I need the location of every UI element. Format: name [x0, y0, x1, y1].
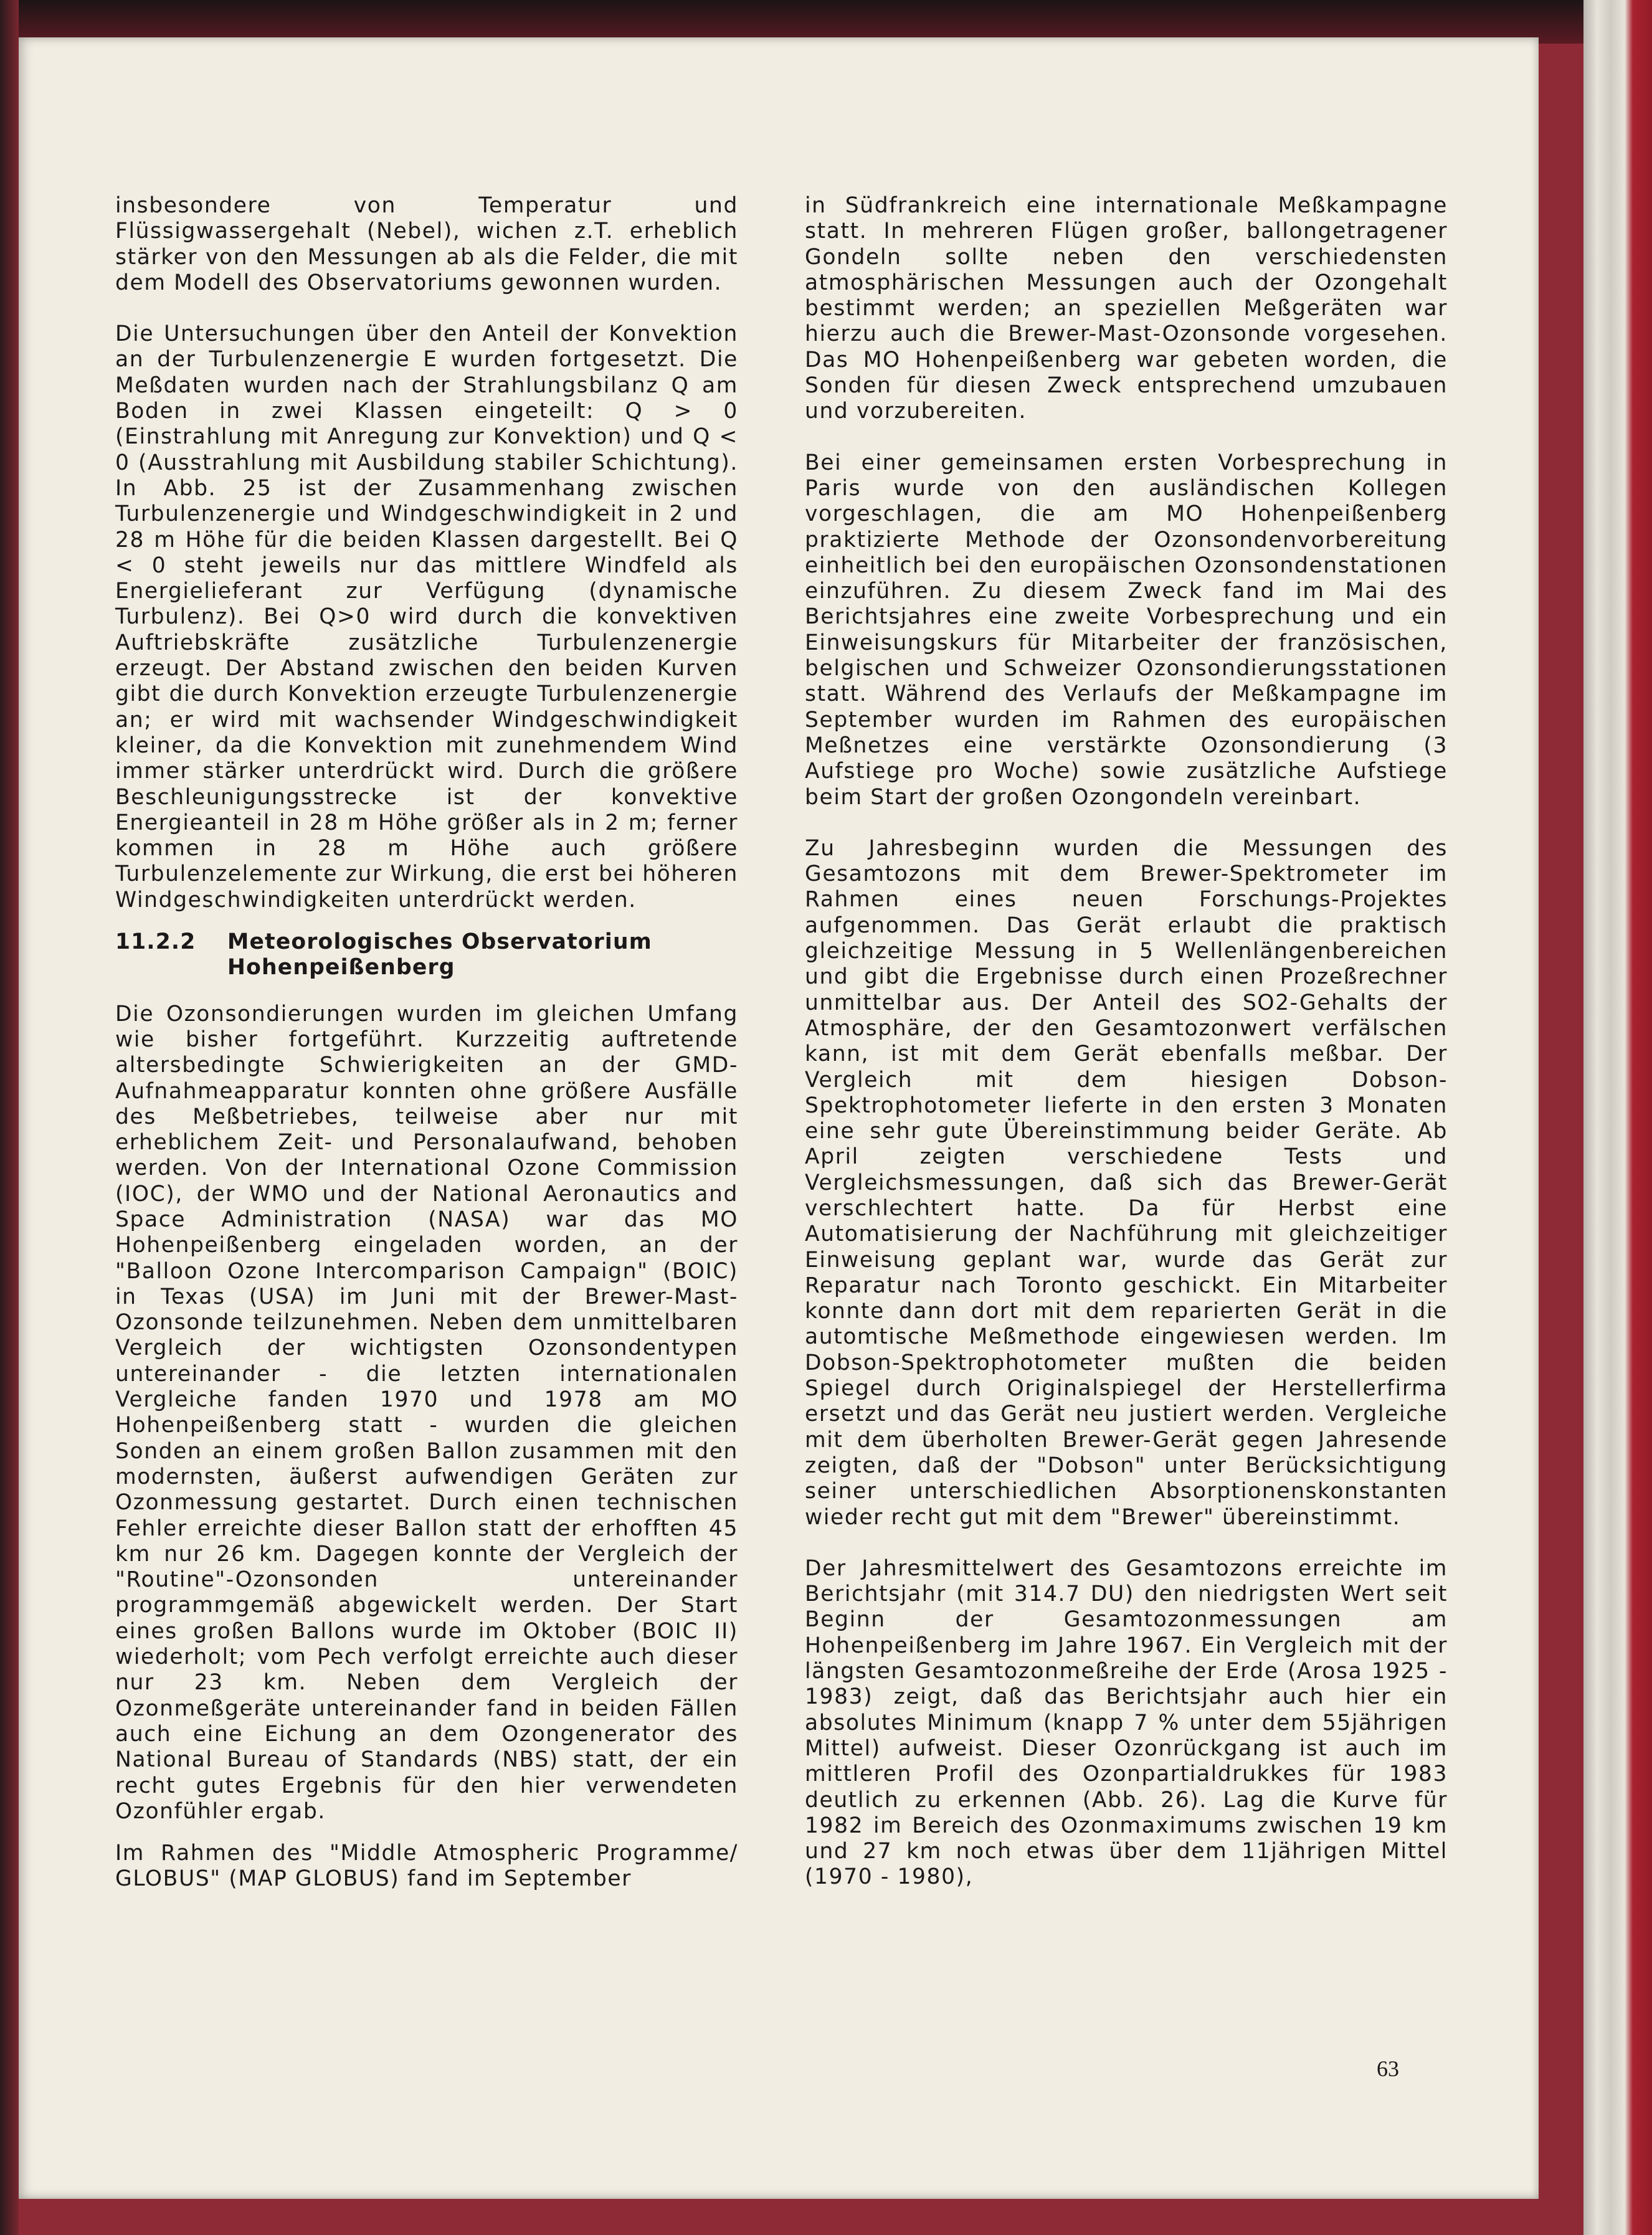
paragraph: Im Rahmen des "Middle Atmospheric Programme/ GLOBUS" (MAP GLOBUS) fand im September — [115, 1841, 738, 1892]
paragraph: Zu Jahresbeginn wurden die Messungen des Gesamtozons mit dem Brewer-Spektrometer im Rahmen eines neuen Forschungs-Projektes aufgenommen. Das Gerät erlaubt die praktisch gleichzeitige Messung in 5 Wellenlängenbereichen und gibt die Ergebnisse durch einen Prozeßrechner unmittelbar aus. Der Anteil des SO2-Gehalts der Atmosphäre, der den Gesamtozonwert verfälschen kann, ist mit dem Gerät ebenfalls meßbar. Der Vergleich mit dem hiesigen Dobson-Spektrophotometer lieferte in den ersten 3 Monaten eine sehr gute Übereinstimmung beider Geräte. Ab April zeigten verschiedene Tests und Vergleichsmessungen, daß sich das Brewer-Gerät verschlechtert hatte. Da für Herbst eine Automatisierung der Nachführung mit gleichzeitiger Einweisung geplant war, wurde das Gerät zur Reparatur nach Toronto geschickt. Ein Mitarbeiter konnte dann dort mit dem reparierten Gerät in die automtische Meßmethode eingewiesen werden. Im Dobson-Spektrophotometer mußten die beiden Spiegel durch Originalspiegel der Herstellerfirma ersetzt und das Gerät neu justiert werden. Vergleiche mit dem überholten Brewer-Gerät gegen Jahresende zeigten, daß der "Dobson" unter Berücksichtigung seiner unterschiedlichen Absorptionenskonstanten wieder recht gut mit dem "Brewer" übereinstimmt. — [805, 835, 1448, 1530]
left-column — [115, 193, 738, 1918]
section-number: 11.2.2 — [115, 929, 196, 955]
book-page-edges — [1583, 0, 1652, 2235]
right-column — [805, 193, 1448, 1916]
page-number: 63 — [1377, 2056, 1399, 2081]
book-spine-edge — [0, 0, 19, 2235]
paragraph: Die Ozonsondierungen wurden im gleichen Umfang wie bisher fortgeführt. Kurzzeitig auftretende altersbedingte Schwierigkeiten an der GMD-Aufnahmeapparatur konnten ohne größere Ausfälle des Meßbetriebes, teilweise aber nur mit erheblichem Zeit- und Personalaufwand, behoben werden. Von der International Ozone Commission (IOC), der WMO und der National Aeronautics and Space Administration (NASA) war das MO Hohenpeißenberg eingeladen worden, an der "Balloon Ozone Intercomparison Campaign" (BOIC) in Texas (USA) im Juni mit der Brewer-Mast-Ozonsonde teilzunehmen. Neben dem unmittelbaren Vergleich der wichtigsten Ozonsondentypen untereinander - die letzten internationalen Vergleiche fanden 1970 und 1978 am MO Hohenpeißenberg statt - wurden die gleichen Sonden an einem großen Ballon zusammen mit den modernsten, äußerst aufwendigen Geräten zur Ozonmessung gestartet. Durch einen technischen Fehler erreichte dieser Ballon statt der erhofften 45 km nur 26 km. Dagegen konnte der Vergleich der "Routine"-Ozonsonden untereinander programmgemäß abgewickelt werden. Der Start eines großen Ballons wurde im Oktober (BOIC II) wiederholt; vom Pech verfolgt erreichte auch dieser nur 23 km. Neben dem Vergleich der Ozonmeßgeräte untereinander fand in beiden Fällen auch eine Eichung an dem Ozongenerator des National Bureau of Standards (NBS) statt, der ein recht gutes Ergebnis für den hier verwendeten Ozonfühler ergab. — [115, 1001, 738, 1824]
paragraph: Der Jahresmittelwert des Gesamtozons erreichte im Berichtsjahr (mit 314.7 DU) den niedrigsten Wert seit Beginn der Gesamtozonmessungen am Hohenpeißenberg im Jahre 1967. Ein Vergleich mit der längsten Gesamtozonmeßreihe der Erde (Arosa 1925 - 1983) zeigt, daß das Berichtsjahr auch hier ein absolutes Minimum (knapp 7 % unter dem 55jährigen Mittel) aufweist. Dieser Ozonrückgang ist auch im mittleren Profil des Ozonpartialdrukkes für 1983 deutlich zu erkennen (Abb. 26). Lag die Kurve für 1982 im Bereich des Ozonmaximums zwischen 19 km und 27 km noch etwas über dem 11jährigen Mittel (1970 - 1980), — [805, 1555, 1448, 1890]
document-page — [19, 37, 1539, 2199]
paragraph: Bei einer gemeinsamen ersten Vorbesprechung in Paris wurde von den ausländischen Kollegen vorgeschlagen, die am MO Hohenpeißenberg praktizierte Methode der Ozonsondenvorbereitung einheitlich bei den europäischen Ozonsondenstationen einzuführen. Zu diesem Zweck fand im Mai des Berichtsjahres eine zweite Vorbesprechung und ein Einweisungskurs für Mitarbeiter der französischen, belgischen und Schweizer Ozonsondierungsstationen statt. Während des Verlaufs der Meßkampagne im September wurden im Rahmen des europäischen Meßnetzes eine verstärkte Ozonsondierung (3 Aufstiege pro Woche) sowie zusätzliche Aufstiege beim Start der großen Ozongondeln vereinbart. — [805, 450, 1448, 810]
paragraph: in Südfrankreich eine internationale Meßkampagne statt. In mehreren Flügen großer, ballongetragener Gondeln sollte neben den verschiedensten atmosphärischen Messungen auch der Ozongehalt bestimmt werden; an speziellen Meßgeräten war hierzu auch die Brewer-Mast-Ozonsonde vorgesehen. Das MO Hohenpeißenberg war gebeten worden, die Sonden für diesen Zweck entsprechend umzubauen und vorzubereiten. — [805, 193, 1448, 424]
paragraph: Die Untersuchungen über den Anteil der Konvektion an der Turbulenzenergie E wurden fortgesetzt. Die Meßdaten wurden nach der Strahlungsbilanz Q am Boden in zwei Klassen eingeteilt: Q > 0 (Einstrahlung mit Anregung zur Konvektion) und Q < 0 (Ausstrahlung mit Ausbildung stabiler Schichtung). In Abb. 25 ist der Zusammenhang zwischen Turbulenzenergie und Windgeschwindigkeit in 2 und 28 m Höhe für die beiden Klassen dargestellt. Bei Q < 0 steht jeweils nur das mittlere Windfeld als Energielieferant zur Verfügung (dynamische Turbulenz). Bei Q>0 wird durch die konvektiven Auftriebskräfte zusätzliche Turbulenzenergie erzeugt. Der Abstand zwischen den beiden Kurven gibt die durch Konvektion erzeugte Turbulenzenergie an; er wird mit wachsender Windgeschwindigkeit kleiner, da die Konvektion mit zunehmendem Wind immer stärker unterdrückt wird. Durch die größere Beschleunigungsstrecke ist der konvektive Energieanteil in 28 m Höhe größer als in 2 m; ferner kommen in 28 m Höhe auch größere Turbulenzelemente zur Wirkung, die erst bei höheren Windgeschwindigkeiten unterdrückt werden. — [115, 321, 738, 913]
section-heading — [115, 929, 738, 981]
section-title: Meteorologisches Observatorium Hohenpeißenberg — [227, 929, 652, 980]
paragraph: insbesondere von Temperatur und Flüssigwassergehalt (Nebel), wichen z.T. erheblich stärker von den Messungen ab als die Felder, die mit dem Modell des Observatoriums gewonnen wurden. — [115, 193, 738, 295]
